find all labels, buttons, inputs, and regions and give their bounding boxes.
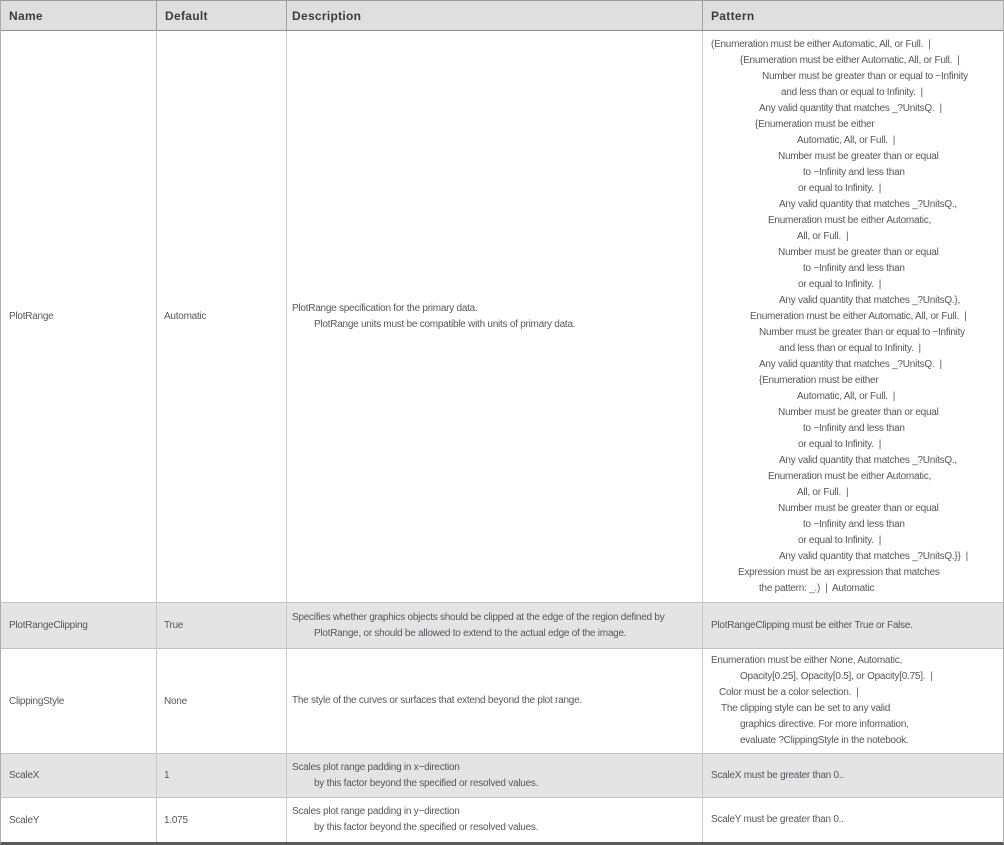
text-line: The style of the curves or surfaces that extend beyond the plot range. — [292, 695, 582, 706]
text-line: by this factor beyond the specified or resolved values. — [314, 822, 539, 833]
text-line: to −Infinity and less than — [803, 166, 905, 178]
name-cell: ScaleY — [1, 798, 157, 842]
text-line: evaluate ?ClippingStyle in the notebook. — [740, 735, 909, 746]
text-line: Opacity[0.25], Opacity[0.5], or Opacity[0.75]. | — [740, 671, 933, 682]
text-line: or equal to Infinity. | — [798, 438, 882, 450]
text-line: Number must be greater than or equal to −Infinity — [759, 326, 965, 338]
text-line: by this factor beyond the specified or resolved values. — [314, 777, 539, 789]
text-line: Enumeration must be either Automatic, All, or Full. | — [750, 310, 967, 322]
text-line: All, or Full. | — [797, 230, 849, 242]
text-line: Scales plot range padding in x−direction — [292, 761, 460, 773]
table-row-plotrange — [1, 31, 1003, 603]
description-cell — [287, 649, 703, 754]
text-line: Automatic, All, or Full. | — [797, 390, 896, 402]
text-line: Number must be greater than or equal — [778, 246, 939, 258]
text-line: or equal to Infinity. | — [798, 534, 882, 546]
text-line: ScaleX must be greater than 0.. — [711, 769, 844, 781]
text-line: to −Infinity and less than — [803, 422, 905, 434]
text-line: PlotRangeClipping must be either True or False. — [711, 619, 913, 631]
default-cell: True — [157, 603, 287, 649]
text-line: Number must be greater than or equal — [778, 150, 939, 162]
text-line: Enumeration must be either None, Automatic, — [711, 655, 903, 666]
pattern-cell — [703, 603, 1003, 649]
text-line: graphics directive. For more information, — [740, 719, 909, 730]
text-line: Specifies whether graphics objects should be clipped at the edge of the region defined by — [292, 611, 665, 623]
text-line: {Enumeration must be either — [755, 118, 875, 130]
name-cell: PlotRangeClipping — [1, 603, 157, 649]
table-row-scalex — [1, 754, 1003, 798]
text-line: to −Infinity and less than — [803, 262, 905, 274]
default-cell: Automatic — [157, 31, 287, 603]
default-cell: None — [157, 649, 287, 754]
text-line: The clipping style can be set to any valid — [721, 703, 891, 714]
text-line: Any valid quantity that matches _?UnitsQ., — [779, 454, 957, 466]
text-line: Number must be greater than or equal — [778, 406, 939, 418]
text-line: All, or Full. | — [797, 486, 849, 498]
table-row-clippingstyle — [1, 649, 1003, 754]
description-cell — [287, 603, 703, 649]
text-line: Any valid quantity that matches _?UnitsQ.}} | — [779, 550, 968, 562]
text-line: or equal to Infinity. | — [798, 182, 882, 194]
pattern-cell — [703, 31, 1003, 603]
pattern-cell — [703, 798, 1003, 842]
text-line: Number must be greater than or equal — [778, 502, 939, 514]
text-line: to −Infinity and less than — [803, 518, 905, 530]
text-line: Any valid quantity that matches _?UnitsQ. | — [759, 102, 942, 114]
text-line: and less than or equal to Infinity. | — [779, 342, 921, 354]
text-line: (Enumeration must be either Automatic, All, or Full. | — [711, 38, 931, 50]
text-line: Number must be greater than or equal to −Infinity — [762, 70, 968, 82]
default-cell: 1 — [157, 754, 287, 798]
description-cell — [287, 754, 703, 798]
text-line: Any valid quantity that matches _?UnitsQ., — [779, 198, 957, 210]
pattern-cell — [703, 649, 1003, 754]
default-cell: 1.075 — [157, 798, 287, 842]
header-row — [1, 1, 1003, 31]
pattern-cell — [703, 754, 1003, 798]
text-line: Enumeration must be either Automatic, — [768, 470, 932, 482]
column-header-name: Name — [1, 1, 157, 31]
text-line: PlotRange specification for the primary data. — [292, 302, 478, 314]
text-line: or equal to Infinity. | — [798, 278, 882, 290]
text-line: {Enumeration must be either Automatic, All, or Full. | — [740, 54, 960, 66]
column-header-default: Default — [157, 1, 287, 31]
name-cell: ClippingStyle — [1, 649, 157, 754]
description-cell — [287, 31, 703, 603]
text-line: Color must be a color selection. | — [719, 687, 859, 698]
table-row-plotrangeclipping — [1, 603, 1003, 649]
table-row-scaley — [1, 798, 1003, 842]
description-cell — [287, 798, 703, 842]
name-cell: ScaleX — [1, 754, 157, 798]
text-line: ScaleY must be greater than 0.. — [711, 814, 844, 825]
text-line: PlotRange units must be compatible with units of primary data. — [314, 318, 576, 330]
text-line: and less than or equal to Infinity. | — [781, 86, 923, 98]
text-line: {Enumeration must be either — [759, 374, 879, 386]
text-line: Any valid quantity that matches _?UnitsQ. | — [759, 358, 942, 370]
text-line: the pattern: _.) | Automatic — [759, 582, 875, 594]
text-line: Any valid quantity that matches _?UnitsQ.}, — [779, 294, 961, 306]
text-line: Enumeration must be either Automatic, — [768, 214, 932, 226]
text-line: Automatic, All, or Full. | — [797, 134, 896, 146]
text-line: PlotRange, or should be allowed to extend to the actual edge of the image. — [314, 627, 627, 639]
text-line: Scales plot range padding in y−direction — [292, 806, 460, 817]
text-line: Expression must be an expression that matches — [738, 566, 940, 578]
column-header-description: Description — [287, 1, 703, 31]
column-header-pattern: Pattern — [703, 1, 1003, 31]
name-cell: PlotRange — [1, 31, 157, 603]
